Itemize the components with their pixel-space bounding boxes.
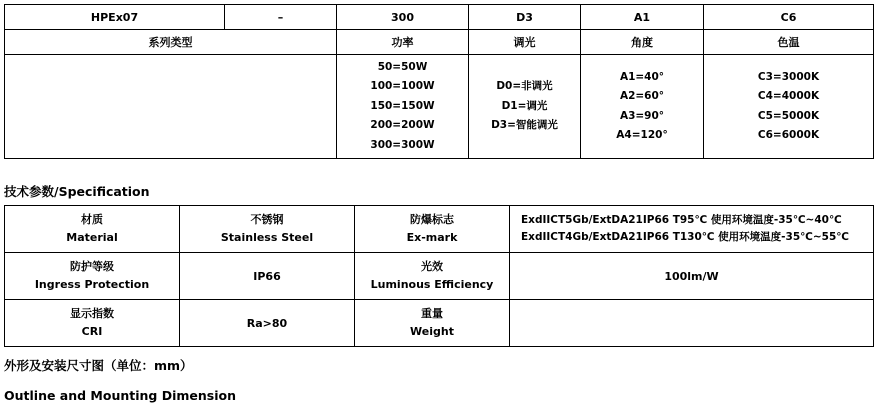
detail-line: D1=调光 — [501, 99, 548, 112]
spec-label-cn: 光效 — [421, 259, 443, 273]
detail-line: A3=90° — [619, 109, 665, 122]
detail-line: A1=40° — [619, 70, 665, 83]
spec-label-en: Material — [66, 231, 118, 244]
detail-line: 150=150W — [370, 99, 435, 112]
specification-heading: 技术参数/Specification — [4, 184, 150, 199]
detail-line: 300=300W — [370, 138, 435, 151]
detail-line: 100=100W — [370, 80, 435, 93]
table-row — [5, 55, 874, 159]
label-cell-series: 系列类型 — [5, 30, 337, 55]
code-cell: HPEx07 — [5, 5, 225, 30]
spec-value-ingress-protection: IP66 — [180, 253, 355, 300]
detail-line: C3=3000K — [757, 70, 820, 83]
detail-line: 200=200W — [370, 119, 435, 132]
spec-label-en: Ingress Protection — [34, 278, 150, 291]
code-cell: C6 — [704, 5, 874, 30]
code-cell: 300 — [337, 5, 469, 30]
spec-label-en: Weight — [410, 325, 454, 338]
detail-cell-cct — [704, 55, 874, 159]
spec-label-en: Ex-mark — [406, 231, 458, 244]
table-row — [5, 30, 874, 55]
exmark-line: ExdIICT5Gb/ExtDA21IP66 T95℃ 使用环境温度-35℃~40℃ — [521, 213, 842, 226]
spec-label-cn: 重量 — [421, 306, 443, 320]
spec-label-cn: 防爆标志 — [410, 212, 454, 226]
detail-line: A2=60° — [619, 90, 665, 103]
table-row — [5, 253, 874, 300]
label-cell-angle: 角度 — [581, 30, 704, 55]
spec-value-exmark — [510, 206, 874, 253]
label-cell-power: 功率 — [337, 30, 469, 55]
code-cell: A1 — [581, 5, 704, 30]
spec-value-en: Stainless Steel — [220, 231, 314, 244]
outline-heading-en: Outline and Mounting Dimension — [4, 388, 236, 403]
code-cell: D3 — [469, 5, 581, 30]
spec-label-material — [5, 206, 180, 253]
model-code-table — [4, 4, 874, 159]
code-cell: – — [225, 5, 337, 30]
detail-cell-series — [5, 55, 337, 159]
table-row — [5, 5, 874, 30]
exmark-line: ExdIICT4Gb/ExtDA21IP66 T130℃ 使用环境温度-35℃~55℃ — [521, 231, 849, 243]
detail-cell-power — [337, 55, 469, 159]
spec-label-cri — [5, 300, 180, 347]
detail-line: C6=6000K — [757, 128, 820, 141]
detail-line: C5=5000K — [757, 109, 820, 122]
detail-line: C4=4000K — [757, 90, 820, 103]
spec-value-cri: Ra>80 — [180, 300, 355, 347]
spec-label-cn: 防护等级 — [70, 259, 114, 273]
spec-value-weight — [510, 300, 874, 347]
spec-label-ingress-protection — [5, 253, 180, 300]
detail-cell-angle — [581, 55, 704, 159]
spec-value-luminous-efficiency: 100lm/W — [510, 253, 874, 300]
specification-table — [4, 205, 874, 347]
detail-cell-dimming — [469, 55, 581, 159]
spec-value-material — [180, 206, 355, 253]
spec-label-cn: 材质 — [81, 212, 103, 226]
spec-label-en: CRI — [81, 325, 103, 338]
detail-line: 50=50W — [377, 61, 428, 73]
detail-line: D0=非调光 — [496, 80, 553, 93]
spec-label-cn: 显示指数 — [70, 306, 114, 320]
table-row — [5, 206, 874, 253]
detail-line: A4=120° — [616, 128, 668, 141]
label-cell-dimming: 调光 — [469, 30, 581, 55]
outline-heading-cn: 外形及安装尺寸图（单位：mm） — [4, 358, 193, 373]
spec-label-luminous-efficiency — [355, 253, 510, 300]
label-cell-cct: 色温 — [704, 30, 874, 55]
spec-label-exmark — [355, 206, 510, 253]
table-row — [5, 300, 874, 347]
detail-line: D3=智能调光 — [491, 119, 558, 132]
spec-label-en: Luminous Efficiency — [370, 278, 494, 291]
spec-label-weight — [355, 300, 510, 347]
spec-value-cn: 不锈钢 — [250, 212, 284, 226]
